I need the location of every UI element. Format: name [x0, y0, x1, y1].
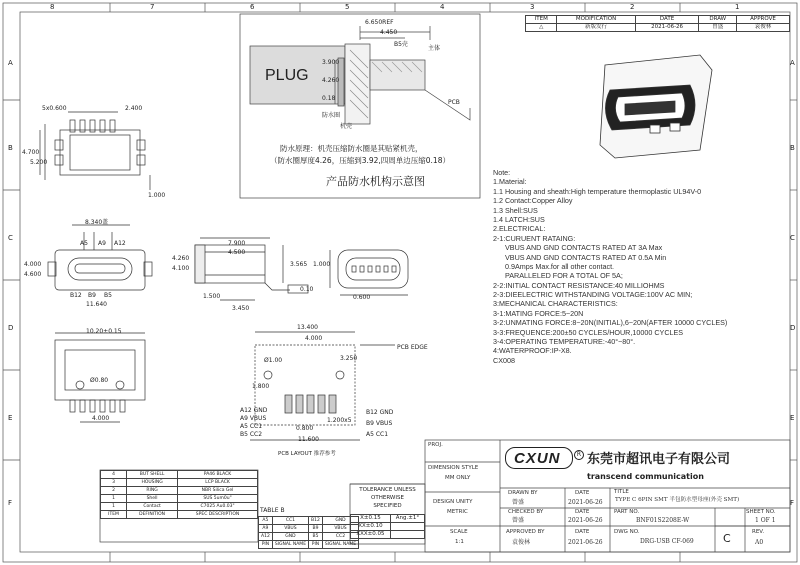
- part-no-label: PART NO.: [614, 509, 640, 515]
- tol-cell: [390, 531, 424, 539]
- registered-icon: R: [574, 450, 584, 460]
- company-name-cn: 东莞市超讯电子有限公司: [587, 452, 731, 467]
- tb-cell: VBUS: [272, 525, 308, 533]
- drawn-by-label: DRAWN BY: [508, 490, 538, 496]
- pcb-dim-100: Ø1.00: [264, 357, 283, 364]
- note-line: 0.9Amps Max.for all other contact.: [505, 261, 615, 271]
- note-line: 3:MECHANICAL CHARACTERISTICS:: [493, 299, 618, 309]
- side-dim-4260: 4.260: [172, 255, 190, 262]
- front-dim-4000: 4.000: [24, 261, 42, 268]
- rev-row-approve: 袁俊林: [737, 24, 790, 32]
- rev-row-draw: 曾盛: [699, 24, 737, 32]
- frame-col-5: 5: [345, 3, 350, 11]
- approved-by-label: APPROVED BY: [506, 529, 545, 535]
- mat-cell: NBR Silica Gel: [178, 487, 258, 495]
- tb-cell: B12: [309, 517, 323, 525]
- note-line: 1.4 LATCH:SUS: [493, 214, 545, 224]
- tb-cell: PIN: [309, 541, 323, 549]
- front-dim-4600: 4.600: [24, 271, 42, 278]
- mat-cell: SPEC DESCRIPTION: [178, 511, 258, 519]
- frame-col-8: 8: [50, 3, 55, 11]
- pcb-dim-11600: 11.600: [298, 436, 319, 443]
- top-dim-2400: 2.400: [125, 105, 143, 112]
- pcb-dim-1200x5: 1.200x5: [327, 417, 352, 424]
- company-name-en: transcend communication: [587, 472, 704, 481]
- table-b: [258, 516, 359, 549]
- approved-date-label: DATE: [575, 529, 590, 535]
- title-value: TYPE C 6PIN SMT 半包防水型母座(外壳 SMT): [615, 497, 740, 503]
- pcb-dim-3250: 3.250: [340, 355, 358, 362]
- bottom-dim-11640: 11.640: [86, 301, 107, 308]
- checked-by-label: CHECKED BY: [508, 509, 544, 515]
- mat-cell: C7025 Au0.03": [178, 503, 258, 511]
- frame-row-a-right: A: [790, 59, 795, 67]
- wp-label-b5shell: B5壳: [394, 41, 408, 48]
- tb-cell: B5: [309, 533, 323, 541]
- drawn-date-value: 2021-06-26: [568, 499, 603, 506]
- top-dim-1000: 1.000: [148, 192, 166, 199]
- table-b-title: TABLE B: [260, 507, 285, 514]
- note-line: 1.1 Housing and sheath:High temperature thermoplastic UL94V-0: [493, 186, 702, 196]
- tb-cell: GND: [322, 517, 358, 525]
- mat-cell: 3: [101, 479, 127, 487]
- frame-col-2: 2: [630, 3, 635, 11]
- mat-cell: Shell: [127, 495, 178, 503]
- tolerance-header: [350, 486, 425, 510]
- pcb-caption: PCB LAYOUT 推荐参考: [278, 451, 336, 457]
- note-line: 2.ELECTRICAL:: [493, 224, 546, 234]
- note-line: 1.Material:: [493, 177, 527, 187]
- frame-row-c-right: C: [790, 234, 795, 242]
- mat-cell: Contact: [127, 503, 178, 511]
- pcb-pin-a9: A9 VBUS: [240, 415, 267, 422]
- scale-label: SCALE: [450, 529, 468, 535]
- sheet-value: 1 OF 1: [755, 517, 776, 524]
- tol-cell: [390, 523, 424, 531]
- top-dim-5x0600: 5x0.600: [42, 105, 67, 112]
- note-line: 3-4:OPERATING TEMPERATURE:-40°~80°.: [493, 337, 636, 347]
- design-unity-value: METRIC: [447, 509, 468, 515]
- tb-cell: B9: [309, 525, 323, 533]
- plug-label: PLUG: [265, 67, 309, 84]
- wp-dim-3900: 3.900: [322, 59, 340, 66]
- rev-label: REV.: [752, 529, 765, 535]
- design-unity-label: DESIGN UNITY: [433, 499, 473, 505]
- rev-header-date: DATE: [635, 16, 699, 24]
- note-line: VBUS AND GND CONTACTS RATED AT 0.5A Min: [505, 252, 667, 262]
- frame-col-7: 7: [150, 3, 155, 11]
- note-line: 4:WATERPROOF:IP-X8.: [493, 346, 572, 356]
- front-dim-b9: B9: [88, 292, 96, 299]
- tb-cell: CC2: [322, 533, 358, 541]
- material-table: [100, 470, 258, 519]
- notes-block: [493, 168, 727, 365]
- part-no-value: BNF01S2208E-W: [636, 517, 690, 524]
- pcb-pin-b9: B9 VBUS: [366, 420, 393, 427]
- frame-row-d-right: D: [790, 324, 796, 332]
- dwg-label: DWG NO.: [614, 529, 640, 535]
- note-line: VBUS AND GND CONTACTS RATED AT 3A Max: [505, 243, 663, 253]
- front-dim-a9: A9: [98, 240, 106, 247]
- side-dim-1500: 1.500: [203, 293, 221, 300]
- frame-row-e-right: E: [790, 414, 795, 422]
- tol-cell: XXX±0.05: [351, 531, 391, 539]
- frame-row-a: A: [8, 59, 13, 67]
- logo-text: CXUN: [514, 450, 561, 467]
- pcb-pin-a5: A5 CC1: [240, 423, 263, 430]
- rev-header-item: ITEM: [526, 16, 557, 24]
- company-logo: [505, 447, 573, 469]
- note-line: Note:: [493, 168, 511, 177]
- mat-cell: RING: [127, 487, 178, 495]
- front-dim-a12: A12: [114, 240, 126, 247]
- pcb-dim-13400: 13.400: [297, 324, 318, 331]
- wp-dim-4260: 4.260: [322, 77, 340, 84]
- side-dim-1000: 1.000: [313, 261, 331, 268]
- pcb-pin-a5r: A5 CC1: [366, 431, 389, 438]
- side-dim-7900: 7.900: [228, 240, 246, 247]
- mat-cell: DEFINITION: [127, 511, 178, 519]
- wp-principle-line2: （防水圈厚度4.26，压缩到3.92,四周单边压缩0.18）: [270, 156, 450, 165]
- title-label: TITLE: [614, 489, 629, 495]
- top-dim-5200: 5.200: [30, 159, 48, 166]
- rev-header-draw: DRAW: [699, 16, 737, 24]
- frame-row-b: B: [8, 144, 13, 152]
- side-dim-0600: 0.600: [353, 294, 371, 301]
- front-dim-a5: A5: [80, 240, 88, 247]
- frame-row-c: C: [8, 234, 13, 242]
- tb-cell: SIGNAL NAME: [272, 541, 308, 549]
- frame-row-e: E: [8, 414, 13, 422]
- rev-header-approve: APPROVE: [737, 16, 790, 24]
- note-line: CX008: [493, 355, 515, 365]
- tb-cell: A9: [259, 525, 273, 533]
- rev-row-modification: 新版发行: [557, 24, 635, 32]
- dim-style-label: DIMENSION STYLE: [428, 465, 479, 471]
- side-dim-4500: 4.500: [228, 249, 246, 256]
- note-line: 3-2:UNMATING FORCE:8~20N(INITIAL),6~20N(AFTER 10000 CYCLES): [493, 318, 728, 328]
- mat-cell: LCP BLACK: [178, 479, 258, 487]
- dim-style-value: MM ONLY: [445, 475, 471, 481]
- rev-header-modification: MODIFICATION: [557, 16, 635, 24]
- pcb-dim-1800: 1.800: [252, 383, 270, 390]
- scale-value: 1:1: [455, 539, 464, 545]
- tol-cell: XX±0.10: [351, 523, 391, 531]
- side-dim-010: 0.10: [300, 286, 314, 293]
- tb-cell: SIGNAL NAME: [322, 541, 358, 549]
- side-dim-4100: 4.100: [172, 265, 190, 272]
- tb-cell: GND: [272, 533, 308, 541]
- checked-date-value: 2021-06-26: [568, 517, 603, 524]
- wp-label-pcb: PCB: [448, 99, 460, 106]
- approved-date-value: 2021-06-26: [568, 539, 603, 546]
- front-dim-b5: B5: [104, 292, 112, 299]
- mat-cell: SUS 5um0u": [178, 495, 258, 503]
- note-line: PARALLELED FOR A TOTAL OF 5A;: [505, 271, 623, 281]
- wp-dim-4450: 4.450: [380, 29, 398, 36]
- mat-cell: ITEM: [101, 511, 127, 519]
- mat-cell: HOUSING: [127, 479, 178, 487]
- frame-col-3: 3: [530, 3, 535, 11]
- tb-cell: VBUS: [322, 525, 358, 533]
- tb-cell: A12: [259, 533, 273, 541]
- wp-dim-018: 0.18: [322, 95, 336, 102]
- size-value: C: [723, 532, 731, 545]
- tolerance-header-3: SPECIFIED: [373, 503, 402, 509]
- frame-col-1: 1: [735, 3, 740, 11]
- front-dim-b12: B12: [70, 292, 82, 299]
- wp-caption: 产品防水机构示意图: [326, 175, 425, 188]
- front-dim-8340: 8.340盖: [85, 219, 109, 226]
- note-line: 2-2:INITIAL CONTACT RESISTANCE:40 MILLIOHMS: [493, 280, 665, 290]
- revision-table: [525, 15, 790, 32]
- note-line: 1.2 Contact:Copper Alloy: [493, 196, 573, 206]
- tb-cell: A5: [259, 517, 273, 525]
- mat-cell: 2: [101, 487, 127, 495]
- mat-cell: 1: [101, 503, 127, 511]
- pcb-edge-label: PCB EDGE: [397, 344, 428, 351]
- tb-cell: PIN: [259, 541, 273, 549]
- wp-principle-line1: 防水原理：机壳压缩防水圈是其贴紧机壳，: [280, 144, 423, 153]
- top-dim-4700: 4.700: [22, 149, 40, 156]
- frame-col-4: 4: [440, 3, 445, 11]
- pcb-dim-0800: 0.800: [296, 425, 314, 432]
- frame-row-d: D: [8, 324, 14, 332]
- checked-by-value: 曾盛: [512, 517, 525, 524]
- side-dim-3565: 3.565: [290, 261, 308, 268]
- mat-cell: 1: [101, 495, 127, 503]
- proj-label: PROJ.: [428, 442, 443, 448]
- dwg-value: DRG-USB CF-069: [640, 538, 694, 545]
- frame-row-f: F: [8, 499, 13, 507]
- note-line: 1.3 Shell:SUS: [493, 205, 538, 215]
- bottom-dim-1020: 10.20±0.15: [86, 328, 122, 335]
- note-line: 3-1:MATING FORCE:5~20N: [493, 308, 584, 318]
- rev-row-item: △: [526, 24, 557, 32]
- frame-row-b-right: B: [790, 144, 795, 152]
- frame-row-f-right: F: [790, 499, 795, 507]
- bottom-dim-4000: 4.000: [92, 415, 110, 422]
- bottom-dim-080: Ø0.80: [90, 377, 109, 384]
- rev-row-date: 2021-06-26: [635, 24, 699, 32]
- note-line: 3-3:FREQUENCE:200±50 CYCLES/HOUR,10000 CYCLES: [493, 327, 684, 337]
- tb-cell: CC1: [272, 517, 308, 525]
- pcb-pin-b5: B5 CC2: [240, 431, 263, 438]
- frame-col-6: 6: [250, 3, 255, 11]
- pcb-dim-4000: 4.000: [305, 335, 323, 342]
- wp-label-ring: 防水圈: [322, 112, 341, 119]
- checked-date-label: DATE: [575, 509, 590, 515]
- wp-label-body: 主体: [428, 45, 441, 52]
- mat-cell: BUT SHELL: [127, 471, 178, 479]
- rev-value: A0: [755, 539, 764, 546]
- pcb-pin-b12: B12 GND: [366, 409, 394, 416]
- side-dim-3450: 3.450: [232, 305, 250, 312]
- note-line: 2-3:DIEELECTRIC WITHSTANDING VOLTAGE:100V AC MIN;: [493, 290, 693, 300]
- wp-dim-6650: 6.650REF: [365, 19, 394, 26]
- tol-cell: X±0.15: [351, 515, 391, 523]
- mat-cell: 4: [101, 471, 127, 479]
- tolerance-header-2: OTHERWISE: [371, 495, 404, 501]
- tolerance-table: [350, 514, 425, 539]
- tol-cell: Ang.±1°: [390, 515, 424, 523]
- sheet-label: SHEET NO.: [746, 509, 776, 515]
- drawn-by-value: 曾盛: [512, 499, 525, 506]
- pcb-pin-a12: A12 GND: [240, 407, 268, 414]
- drawn-date-label: DATE: [575, 490, 590, 496]
- note-line: 2-1:CURUENT RATAING:: [493, 233, 576, 243]
- tolerance-header-1: TOLERANCE UNLESS: [359, 487, 416, 493]
- approved-by-value: 袁俊林: [512, 539, 531, 546]
- mat-cell: PA46 BLACK: [178, 471, 258, 479]
- wp-label-shell: 机壳: [340, 123, 353, 130]
